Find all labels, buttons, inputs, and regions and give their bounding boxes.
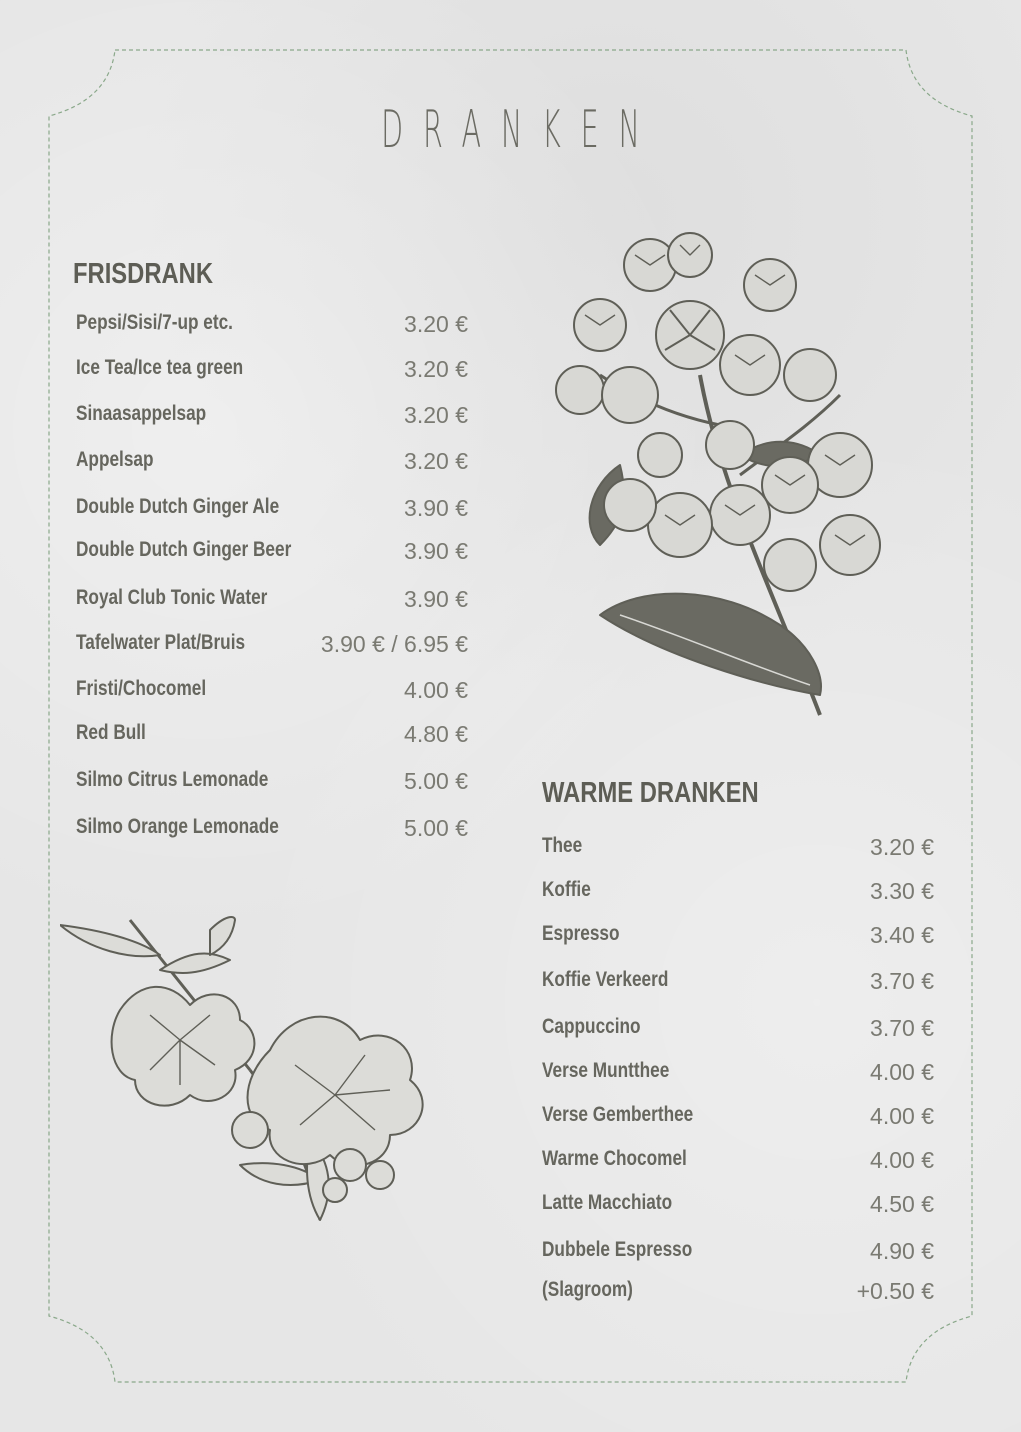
item-name: Cappuccino <box>542 1015 641 1038</box>
list-item <box>542 922 934 952</box>
list-item <box>542 968 934 998</box>
item-name: Silmo Citrus Lemonade <box>76 768 269 791</box>
item-name: Silmo Orange Lemonade <box>76 815 279 838</box>
list-item <box>76 448 468 478</box>
list-item <box>542 834 934 864</box>
item-price: 3.20 € <box>404 402 468 428</box>
item-name: Verse Gemberthee <box>542 1103 694 1126</box>
item-price: 4.00 € <box>404 677 468 703</box>
item-name: Espresso <box>542 922 620 945</box>
item-name: Latte Macchiato <box>542 1191 673 1214</box>
item-price: 3.20 € <box>404 356 468 382</box>
list-item <box>542 1238 934 1268</box>
item-price: 3.70 € <box>870 968 934 994</box>
item-name: Double Dutch Ginger Beer <box>76 538 292 561</box>
item-name: Tafelwater Plat/Bruis <box>76 631 246 654</box>
item-name: Double Dutch Ginger Ale <box>76 495 280 518</box>
item-price: 3.20 € <box>870 834 934 860</box>
item-name: Thee <box>542 834 583 857</box>
item-name: Appelsap <box>76 448 154 471</box>
item-price: 4.00 € <box>870 1059 934 1085</box>
list-item <box>76 631 468 661</box>
list-item <box>76 586 468 616</box>
warme-dranken-heading: WARME DRANKEN <box>542 777 759 809</box>
list-item <box>76 768 468 798</box>
item-price: 3.90 € <box>404 538 468 564</box>
item-name: Dubbele Espresso <box>542 1238 693 1261</box>
item-name: Koffie <box>542 878 591 901</box>
item-price: 4.90 € <box>870 1238 934 1264</box>
list-item <box>76 495 468 525</box>
item-price: +0.50 € <box>856 1278 934 1304</box>
item-name: Pepsi/Sisi/7-up etc. <box>76 311 233 334</box>
menu-title: DRANKEN <box>381 100 660 160</box>
item-price: 3.30 € <box>870 878 934 904</box>
item-name: Ice Tea/Ice tea green <box>76 356 244 379</box>
list-item <box>542 878 934 908</box>
item-name: Fristi/Chocomel <box>76 677 207 700</box>
list-item <box>76 815 468 845</box>
item-price: 3.40 € <box>870 922 934 948</box>
item-price: 5.00 € <box>404 815 468 841</box>
item-price: 4.00 € <box>870 1103 934 1129</box>
item-name: Sinaasappelsap <box>76 402 207 425</box>
item-price: 5.00 € <box>404 768 468 794</box>
list-item <box>76 356 468 386</box>
item-price: 3.90 € <box>404 586 468 612</box>
frisdrank-heading: FRISDRANK <box>73 258 214 290</box>
item-price: 3.90 € / 6.95 € <box>320 631 468 657</box>
list-item <box>542 1278 934 1308</box>
item-name: Royal Club Tonic Water <box>76 586 268 609</box>
item-price: 3.20 € <box>404 311 468 337</box>
list-item <box>542 1191 934 1221</box>
list-item <box>542 1147 934 1177</box>
item-name: (Slagroom) <box>542 1278 633 1301</box>
list-item <box>76 538 468 568</box>
list-item <box>76 311 468 341</box>
list-item <box>76 677 468 707</box>
list-item <box>542 1059 934 1089</box>
item-price: 4.00 € <box>870 1147 934 1173</box>
item-name: Warme Chocomel <box>542 1147 687 1170</box>
item-price: 3.20 € <box>404 448 468 474</box>
item-price: 4.80 € <box>404 721 468 747</box>
item-price: 3.70 € <box>870 1015 934 1041</box>
item-price: 3.90 € <box>404 495 468 521</box>
item-name: Koffie Verkeerd <box>542 968 669 991</box>
list-item <box>76 402 468 432</box>
item-name: Verse Muntthee <box>542 1059 670 1082</box>
lilac-flower-illustration <box>540 225 910 730</box>
lily-flower-illustration <box>60 910 440 1230</box>
list-item <box>76 721 468 751</box>
list-item <box>542 1103 934 1133</box>
list-item <box>542 1015 934 1045</box>
item-name: Red Bull <box>76 721 146 744</box>
item-price: 4.50 € <box>870 1191 934 1217</box>
